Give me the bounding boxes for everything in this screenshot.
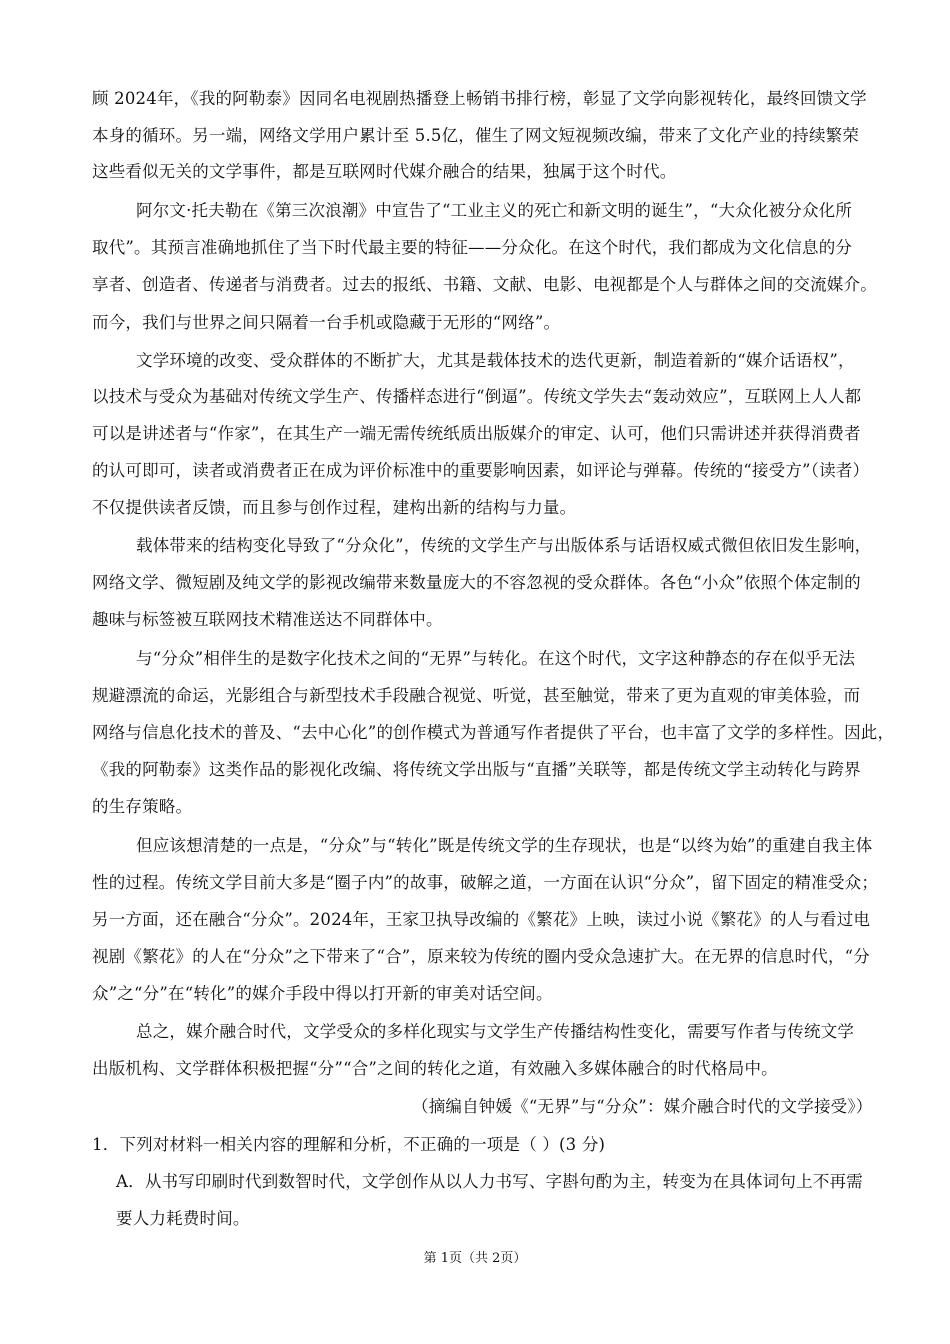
- paragraph-line: 网络文学、微短剧及纯文学的影视改编带来数量庞大的不容忽视的受众群体。各色“小众”依照个体定制的: [92, 573, 861, 592]
- paragraph-line: 出版机构、文学群体积极把握“分”“合”之间的转化之道，有效融入多媒体融合的时代格局中。: [92, 1059, 778, 1078]
- option-a: A．从书写印刷时代到数智时代，文学创作从以人力书写、字斟句酌为主，转变为在具体词句上不再需: [116, 1172, 863, 1191]
- paragraph-line: 本身的循环。另一端，网络文学用户累计至 5.5亿，催生了网文短视频改编，带来了文化产业的持续繁荣: [92, 126, 860, 145]
- page-footer: 第 1页（共 2页）: [423, 1251, 527, 1266]
- paragraph-line: 总之，媒介融合时代，文学受众的多样化现实与文学生产传播结构性变化，需要写作者与传统文学: [136, 1022, 855, 1041]
- paragraph-line: 《我的阿勒泰》这类作品的影视化改编、将传统文学出版与“直播”关联等，都是传统文学主动转化与跨界: [92, 760, 861, 779]
- paragraph-line: 众”之“分”在“转化”的媒介手段中得以打开新的审美对话空间。: [92, 984, 553, 1003]
- paragraph-line: 趣味与标签被互联网技术精准送达不同群体中。: [92, 610, 443, 629]
- source-citation: （摘编自钟媛《“无界”与“分众”：媒介融合时代的文学接受》）: [412, 1097, 873, 1116]
- paragraph-line: 载体带来的结构变化导致了“分众化”，传统的文学生产与出版体系与话语权威式微但依旧发生影响，: [136, 536, 872, 555]
- paragraph-line: 以技术与受众为基础对传统文学生产、传播样态进行“倒逼”。传统文学失去“轰动效应”，互联网上人人都: [92, 387, 862, 406]
- question-stem: 1．下列对材料一相关内容的理解和分析，不正确的一项是（ ）(3 分): [92, 1135, 606, 1154]
- paragraph-line: 但应该想清楚的一点是，“分众”与“转化”既是传统文学的生存现状，也是“以终为始”的重建自我主体: [136, 836, 873, 855]
- paragraph-line: 顾 2024年，《我的阿勒泰》因同名电视剧热播登上畅销书排行榜，彰显了文学向影视转化，最终回馈文学: [92, 89, 867, 108]
- paragraph-line: 文学环境的改变、受众群体的不断扩大，尤其是载体技术的迭代更新，制造着新的“媒介话语权”，: [136, 351, 855, 370]
- paragraph-line: 与“分众”相伴生的是数字化技术之间的“无界”与转化。在这个时代，文字这种静态的存在似乎无法: [136, 649, 856, 668]
- paragraph-line: 网络与信息化技术的普及、“去中心化”的创作模式为普通写作者提供了平台，也丰富了文学的多样性。因此，: [92, 723, 895, 742]
- paragraph-line: 视剧《繁花》的人在“分众”之下带来了“合”，原来较为传统的圈内受众急速扩大。在无界的信息时代，“分: [92, 947, 870, 966]
- paragraph-line: 取代”。其预言准确地抓住了当下时代最主要的特征——分众化。在这个时代，我们都成为文化信息的分: [92, 238, 853, 257]
- paragraph-line: 性的过程。传统文学目前大多是“圈子内”的故事，破解之道，一方面在认识“分众”，留下固定的精准受众；: [92, 873, 879, 892]
- option-a-continuation: 要人力耗费时间。: [116, 1209, 250, 1228]
- paragraph-line: 阿尔文·托夫勒在《第三次浪潮》中宣告了“工业主义的死亡和新文明的诞生”，“大众化被分众化所: [136, 201, 853, 220]
- paragraph-line: 不仅提供读者反馈，而且参与创作过程，建构出新的结构与力量。: [92, 498, 577, 517]
- paragraph-line: 享者、创造者、传递者与消费者。过去的报纸、书籍、文献、电影、电视都是个人与群体之间的交流媒介。: [92, 275, 877, 294]
- paragraph-line: 这些看似无关的文学事件，都是互联网时代媒介融合的结果，独属于这个时代。: [92, 162, 677, 181]
- paragraph-line: 而今，我们与世界之间只隔着一台手机或隐藏于无形的“网络”。: [92, 313, 561, 332]
- paragraph-line: 另一方面，还在融合“分众”。2024年，王家卫执导改编的《繁花》上映，读过小说《繁花》的人与看过电: [92, 910, 871, 929]
- paragraph-line: 可以是讲述者与“作家”，在其生产一端无需传统纸质出版媒介的审定、认可，他们只需讲述并获得消费者: [92, 424, 861, 443]
- paragraph-line: 规避漂流的命运，光影组合与新型技术手段融合视觉、听觉，甚至触觉，带来了更为直观的审美体验，而: [92, 686, 861, 705]
- paragraph-line: 的生存策略。: [92, 797, 193, 816]
- paragraph-line: 的认可即可，读者或消费者正在成为评价标准中的重要影响因素，如评论与弹幕。传统的“接受方”（读者）: [92, 461, 870, 480]
